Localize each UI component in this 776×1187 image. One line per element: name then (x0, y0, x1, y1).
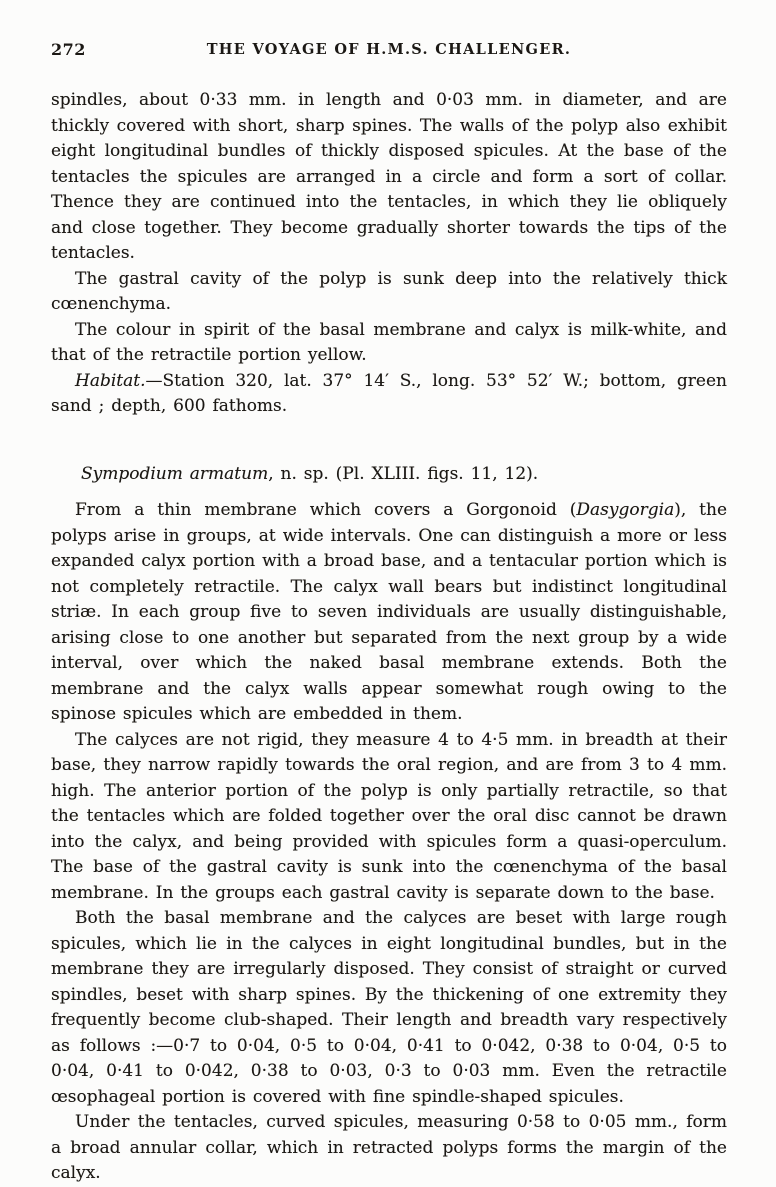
page-header (51, 40, 727, 62)
italic-text: Sympodium armatum (81, 463, 269, 484)
text-run: The colour in spirit of the basal membrane and calyx is milk-white, and that of the retractile portion yellow. (51, 319, 727, 365)
text-run: , n. sp. (Pl. XLIII. figs. 11, 12). (268, 463, 539, 484)
paragraph (51, 88, 727, 267)
paragraph (51, 498, 727, 728)
paragraph (51, 318, 727, 369)
paragraph (51, 267, 727, 318)
paragraph (51, 906, 727, 1110)
page-number: 272 (51, 40, 86, 59)
text-run: The gastral cavity of the polyp is sunk deep into the relatively thick cœnenchyma. (51, 268, 727, 314)
paragraph (51, 369, 727, 420)
text-run: spindles, about 0·33 mm. in length and 0·03 mm. in diameter, and are thickly covered with short, sharp spines. The walls of the polyp also exhibit eight longitudinal bundles of thickly disposed spicules. At the base of the tentacles the spicules are arranged in a circle and form a sort of collar. Thence they are continued into the tentacles, in which they lie obliquely and close together. They become gradually shorter towards the tips of the tentacles. (51, 90, 727, 263)
text-run: —Station 320, lat. 37° 14′ S., long. 53° 52′ W.; bottom, green sand ; depth, 600 fathoms. (51, 370, 727, 416)
running-title: THE VOYAGE OF H.M.S. CHALLENGER. (206, 41, 572, 58)
italic-text: Dasygorgia (576, 500, 675, 520)
italic-text: Habitat. (75, 370, 146, 391)
text-run: ), the polyps arise in groups, at wide intervals. One can distinguish a more or less expanded calyx portion with a broad base, and a tentacular portion which is not completely retractile. The calyx wall bears but indistinct longitudinal striæ. In each group five to seven individuals are usually distinguishable, arising close to one another but separated from the next group by a wide interval, over which the naked basal membrane extends. Both the membrane and the calyx walls appear somewhat rough owing to the spinose spicules which are embedded in them. (51, 500, 727, 724)
text-run: Both the basal membrane and the calyces are beset with large rough spicules, which lie in the calyces in eight longitudinal bundles, but in the membrane they are irregularly disposed. They consist of straight or curved spindles, beset with sharp spines. By the thickening of one extremity they frequently become club-shaped. Their length and breadth vary respectively as follows :—0·7 to 0·04, 0·5 to 0·04, 0·41 to 0·042, 0·38 to 0·04, 0·5 to 0·04, 0·41 to 0·042, 0·38 to 0·03, 0·3 to 0·03 mm. Even the retractile œsophageal portion is covered with fine spindle-shaped spicules. (51, 908, 727, 1107)
page-body (51, 88, 727, 1187)
species-heading (51, 462, 727, 488)
paragraph (51, 1110, 727, 1187)
paragraph (51, 728, 727, 907)
text-run: From a thin membrane which covers a Gorgonoid ( (75, 500, 577, 520)
text-run: The calyces are not rigid, they measure 4 to 4·5 mm. in breadth at their base, they narrow rapidly towards the oral region, and are from 3 to 4 mm. high. The anterior portion of the polyp is only partially retractile, so that the tentacles which are folded together over the oral disc cannot be drawn into the calyx, and being provided with spicules form a quasi-operculum. The base of the gastral cavity is sunk into the cœnenchyma of the basal membrane. In the groups each gastral cavity is separate down to the base. (51, 729, 727, 903)
text-run: Under the tentacles, curved spicules, measuring 0·58 to 0·05 mm., form a broad annular collar, which in retracted polyps forms the margin of the calyx. (51, 1112, 727, 1183)
